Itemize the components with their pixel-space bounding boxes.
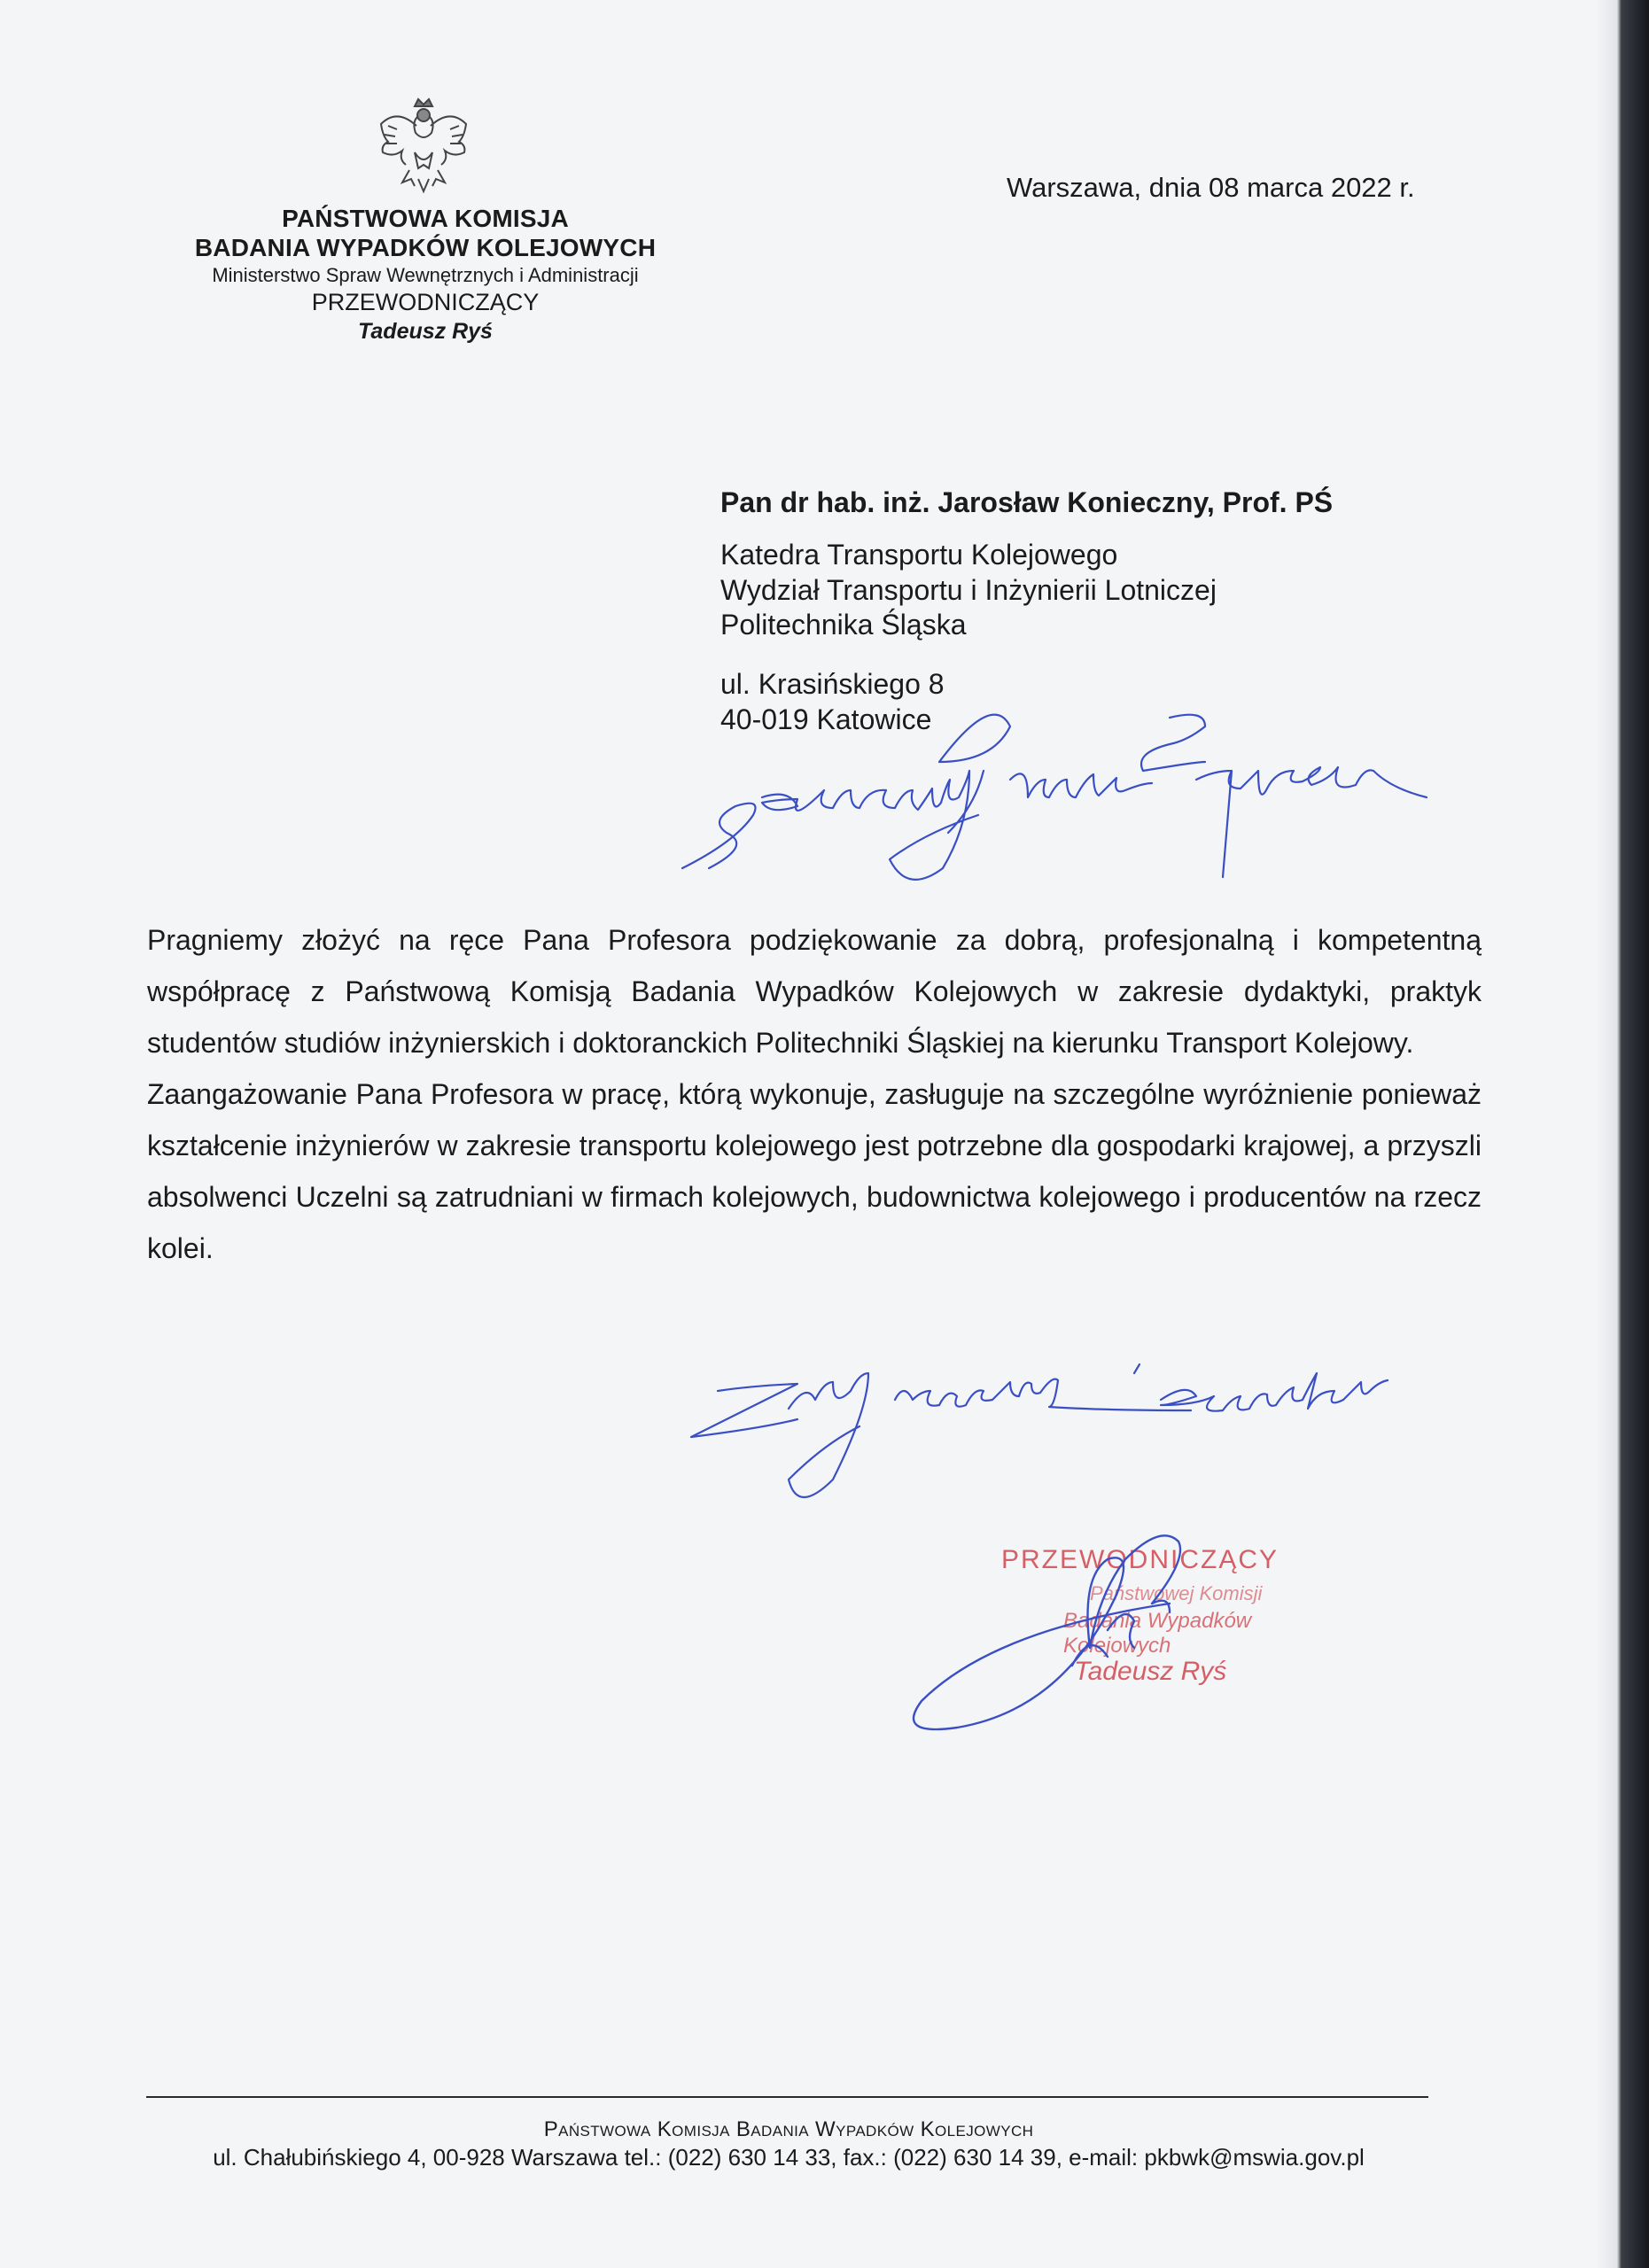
recipient-street: ul. Krasińskiego 8 bbox=[720, 668, 945, 701]
stamp-name: Tadeusz Ryś bbox=[1074, 1657, 1227, 1686]
recipient-city: 40-019 Katowice bbox=[720, 703, 932, 735]
stamp-line-commission: Państwowej Komisji bbox=[1090, 1582, 1263, 1604]
footer-divider bbox=[146, 2096, 1428, 2098]
scan-edge bbox=[1596, 0, 1649, 2268]
institution-name-line1: PAŃSTWOWA KOMISJA bbox=[282, 205, 569, 232]
footer-institution: Państwowa Komisja Badania Wypadków Kolejowych bbox=[543, 2117, 1034, 2141]
ministry-name: Ministerstwo Spraw Wewnętrznych i Administracji bbox=[212, 264, 639, 287]
sender-block bbox=[142, 204, 709, 345]
polish-eagle-emblem-icon bbox=[370, 90, 477, 197]
handwritten-salutation bbox=[673, 700, 1515, 904]
recipient-faculty: Wydział Transportu i Inżynierii Lotniczej bbox=[720, 573, 1217, 606]
letter-body bbox=[147, 914, 1482, 1274]
footer-address: ul. Chałubińskiego 4, 00-928 Warszawa tel.: (022) 630 14 33, fax.: (022) 630 14 39, e-mail: pkbwk@mswia.gov.pl bbox=[213, 2144, 1365, 2171]
recipient-name: Pan dr hab. inż. Jarosław Konieczny, Prof. PŚ bbox=[720, 486, 1334, 518]
body-paragraph: Pragniemy złożyć na ręce Pana Profesora podziękowanie za dobrą, profesjonalną i kompetentną współpracę z Państwową Komisją Badania Wypadków Kolejowych w zakresie dydaktyki, praktyk studentów studiów inżynierskich i doktoranckich Politechniki Śląskiej na kierunku Transport Kolejowy. bbox=[147, 924, 1482, 1059]
sender-name: Tadeusz Ryś bbox=[358, 318, 493, 344]
stamp-line-railway: Badania Wypadków Kolejowych bbox=[1063, 1609, 1252, 1658]
sender-role: PRZEWODNICZĄCY bbox=[311, 289, 540, 316]
institution-name-line2: BADANIA WYPADKÓW KOLEJOWYCH bbox=[194, 234, 657, 262]
letter-footer bbox=[142, 2116, 1435, 2173]
recipient-department: Katedra Transportu Kolejowego bbox=[720, 539, 1118, 571]
handwritten-signature bbox=[886, 1497, 1276, 1745]
letter-date: Warszawa, dnia 08 marca 2022 r. bbox=[1007, 172, 1415, 203]
stamp-role: PRZEWODNICZĄCY bbox=[1001, 1545, 1279, 1574]
recipient-university: Politechnika Śląska bbox=[720, 609, 967, 641]
body-paragraph: Zaangażowanie Pana Profesora w pracę, którą wykonuje, zasługuje na szczególne wyróżnienie ponieważ kształcenie inżynierów w zakresie transportu kolejowego jest potrzebne dla gospodarki krajowej, a przyszli absolwenci Uczelni są zatrudniani w firmach kolejowych, budownictwa kolejowego i producentów na rzecz kolei. bbox=[147, 1078, 1482, 1264]
